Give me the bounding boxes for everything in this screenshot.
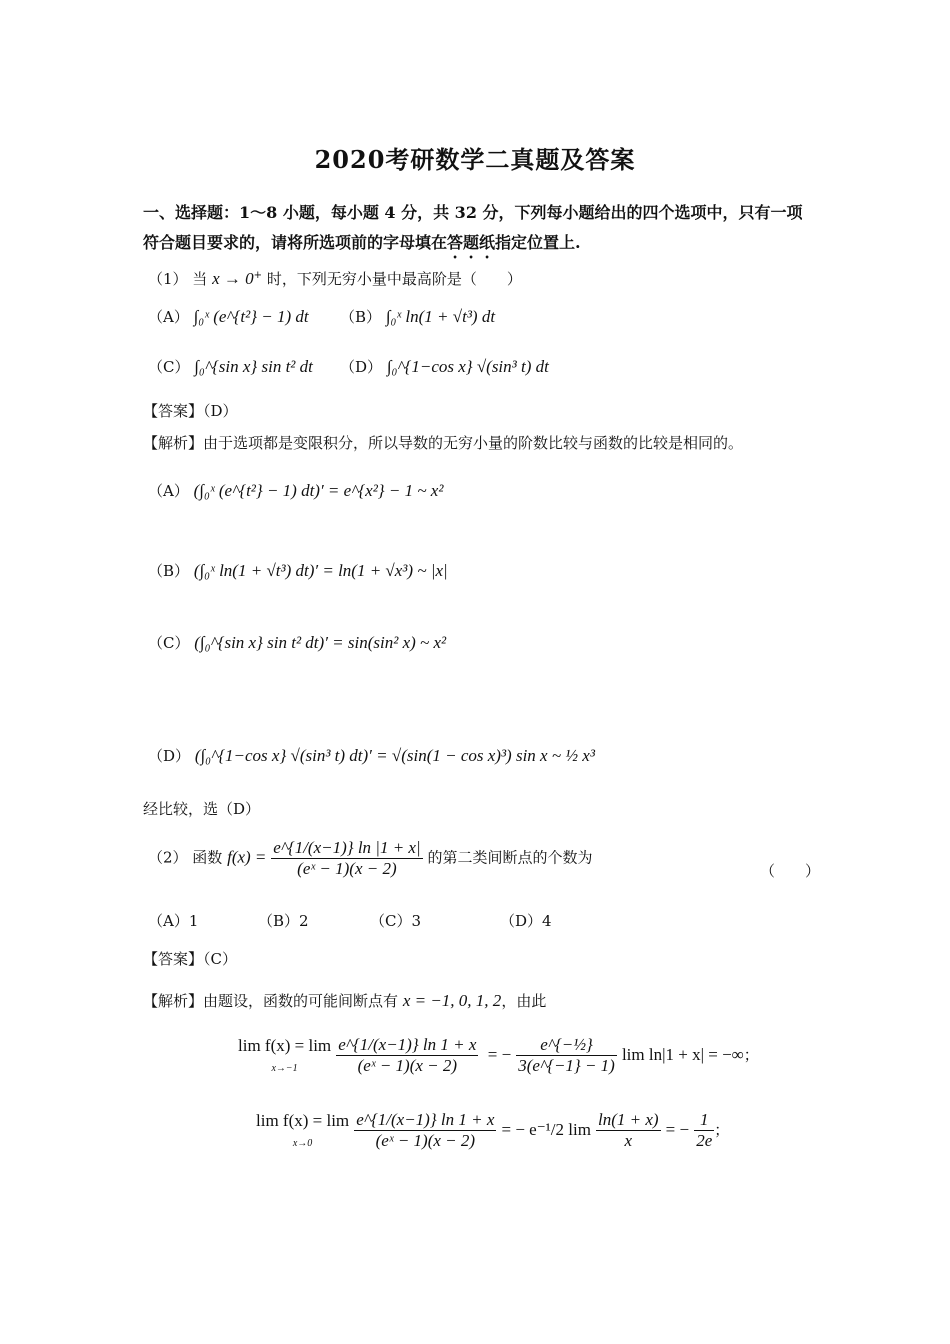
q2-limit-2-result-numerator: 1 [694,1110,714,1131]
q1-derivative-a [148,480,443,501]
section-heading-post: 指定位置上. [495,233,581,252]
q1-derivative-b-label: （B） [148,562,190,580]
q1-option-a-expr: ∫₀ˣ (e^{t²} − 1) dt [193,307,309,326]
q1-stem-suffix: 时，下列无穷小量中最高阶是（ ） [266,270,522,288]
q1-derivative-b-expr: (∫₀ˣ ln(1 + √t³) dt)′ = ln(1 + √x³) ~ |x| [193,561,448,580]
q1-answer: 【答案】（D） [143,402,238,420]
q2-limit-1-mid-fraction [516,1035,617,1076]
q1-stem-limit: x → 0 [212,269,254,288]
q2-analysis-points: x = −1, 0, 1, 2 [402,991,502,1010]
q1-derivative-d [148,745,595,766]
q2-limit-2-inner-denominator: x [624,1131,633,1150]
section-heading-emph: 答题纸 [447,233,496,252]
q1-conclusion: 经比较，选（D） [143,800,261,818]
q2-option-d: （D）4 [500,912,552,930]
q2-limit-1-rhs: lim ln|1 + x| = −∞ [621,1045,744,1064]
q2-limit-2-inner-numerator: ln(1 + x) [598,1110,659,1129]
q2-func-denominator: (eˣ − 1)(x − 2) [297,859,397,878]
q2-limit-1-numerator: e^{1/(x−1)} ln 1 + x [338,1035,477,1054]
q1-stem-prefix: （1） 当 [148,270,208,288]
q1-option-c-expr: ∫₀^{sin x} sin t² dt [194,357,313,376]
q2-analysis [143,990,546,1011]
q2-limit-2-denominator: (eˣ − 1)(x − 2) [375,1131,476,1150]
q2-limit-2-inner-fraction [596,1110,661,1151]
q2-func-numerator: e^{1/(x−1)} ln |1 + x| [273,838,421,857]
q2-stem [148,838,592,879]
section-heading-line1: 一、选择题：1～8 小题，每小题 4 分，共 32 分，下列每小题给出的四个选项中，只有一项 [143,203,803,222]
q2-limit-2-sub: x→0 [292,1138,313,1149]
q1-analysis-label: 【解析】 [143,434,204,452]
q2-limit-1-mid-denominator: 3(e^{−1} − 1) [518,1056,615,1075]
q1-option-a [148,306,309,327]
q1-derivative-c-label: （C） [148,634,190,652]
q2-limit-2-result-fraction [694,1110,714,1151]
q1-option-c [148,356,313,377]
q1-analysis-text: 由于选项都是变限积分，所以导数的无穷小量的阶数比较与函数的比较是相同的。 [203,434,744,452]
q2-limit-1-fraction [336,1035,478,1076]
q2-limit-1-denominator: (eˣ − 1)(x − 2) [357,1056,458,1075]
q2-option-b: （B）2 [258,912,309,930]
q2-limit-2-fraction [354,1110,496,1151]
q2-option-c: （C）3 [370,912,422,930]
q2-stem-suffix: 的第二类间断点的个数为 [427,848,593,867]
section-heading-pre: 符合题目要求的，请将所选项前的字母填在 [143,233,448,252]
q2-limit-1-sub: x→−1 [271,1063,298,1074]
q2-limit-2-lhs: lim f(x) = lim [256,1111,350,1130]
q1-option-b-expr: ∫₀ˣ ln(1 + √t³) dt [385,307,496,326]
q1-derivative-d-label: （D） [148,747,191,765]
q1-derivative-c-expr: (∫₀^{sin x} sin t² dt)′ = sin(sin² x) ~ x² [194,633,447,652]
q2-analysis-tail: ，由此 [501,992,547,1010]
q2-limit-2-end: ； [714,1121,730,1139]
q2-limit-1-end: ； [743,1046,759,1064]
q2-stem-prefix: （2） 函数 [148,848,223,867]
q1-derivative-c [148,632,446,653]
q1-option-c-label: （C） [148,358,190,376]
q2-func-lhs: f(x) = [227,847,267,867]
q2-answer: 【答案】（C） [143,950,237,968]
q1-analysis [143,432,743,453]
page-title: 2020考研数学二真题及答案 [314,145,636,174]
q2-limit-2-lhs-group [256,1111,349,1150]
q2-limit-1-lhs: lim f(x) = lim [238,1036,332,1055]
q1-stem [148,268,522,289]
q2-limit-2-mid: = − e⁻¹/2 lim [501,1120,591,1139]
q1-option-d [340,356,549,377]
q1-stem-sup: + [253,270,263,281]
q1-option-d-expr: ∫₀^{1−cos x} √(sin³ t) dt [386,357,549,376]
q2-analysis-label: 【解析】 [143,992,204,1010]
q1-derivative-a-expr: (∫₀ˣ (e^{t²} − 1) dt)′ = e^{x²} − 1 ~ x² [193,481,444,500]
q1-option-d-label: （D） [340,358,383,376]
q1-option-b [340,306,495,327]
q2-stem-blank: （ ） [760,862,821,880]
q2-limit-2: lim f(x) = lim x→0 $\frac{e\^{}\{1/(x-1)\} \ln 1 + x}{\text{(eˣ − 1)(x − 2)}}$ = − e⁻¹/2 lim $\frac{\ln(1 + x)}{x}$ = − $\frac{1}{2e}$ ； [256,1110,730,1150]
q2-limit-2-result-denominator: 2e [696,1131,713,1150]
q1-derivative-b [148,560,448,581]
q2-limit-1-lhs-group [238,1036,331,1075]
q1-option-a-label: （A） [148,308,189,326]
q2-option-a: （A）1 [148,912,199,930]
q1-derivative-a-label: （A） [148,482,189,500]
q1-derivative-d-expr: (∫₀^{1−cos x} √(sin³ t) dt)′ = √(sin(1 − cos x)³) sin x ~ ½ x³ [194,746,595,765]
q2-limit-1: lim f(x) = lim x→−1 $\frac{e\^{}\{1/(x-1)\} \ln 1 + x}{\text{(eˣ − 1)(x − 2)}}$ = − $\frac{\text{e\textasciicircum{}\{−½\}}}{3(e\^{}\{-1\} - 1)}$ lim ln|1 + x| = −∞； [238,1035,759,1075]
q1-option-b-label: （B） [340,308,382,326]
section-heading-line2 [143,230,581,262]
q2-limit-1-mid-numerator: e^{−½} [516,1035,617,1056]
q2-limit-2-numerator: e^{1/(x−1)} ln 1 + x [356,1110,495,1129]
q2-func-fraction [271,838,422,879]
q2-analysis-text: 由题设，函数的可能间断点有 [203,992,399,1010]
